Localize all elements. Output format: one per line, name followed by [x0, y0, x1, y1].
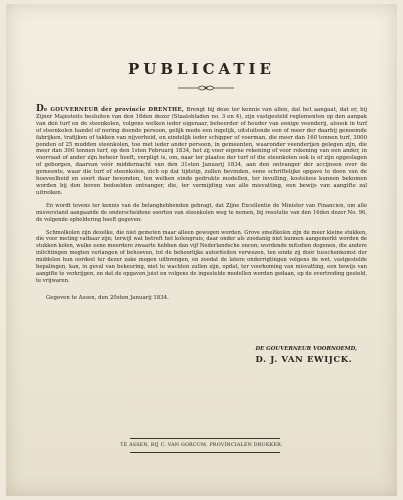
- paragraph-2: En wordt tevens ter kennis van de belanghebbenden gebragt, dat Zijne Excellentie de Minister van Financien, om alle misverstand aangaande de onderscheidene soorten van steenkolen weg te nemen, bij resolutie van den 16den dezer No. 96, de volgende opheldering heeft gegeven:: [36, 202, 367, 223]
- imprint-rule-top: [130, 438, 280, 439]
- ornament-icon: [176, 83, 236, 93]
- document-body: [36, 106, 367, 301]
- paper-sheet: [6, 4, 397, 496]
- signature-name: D. J. VAN EWIJCK.: [255, 355, 353, 365]
- imprint-rule-bottom: [130, 452, 280, 453]
- document-title: PUBLICATIE: [128, 60, 275, 78]
- intro-paragraph: [36, 106, 367, 197]
- signature-label: DE GOUVERNEUR VOORNOEMD,: [255, 346, 357, 352]
- intro-heading: e GOUVERNEUR der provincie DRENTHE,: [43, 107, 185, 113]
- date-line: Gegeven te Assen, den 20sten Januarij 1834.: [46, 294, 169, 301]
- signature-block: [255, 346, 357, 365]
- printer-imprint: TE ASSEN, BIJ C. VAN GORCUM, PROVINCIALEN DRUKKER.: [120, 443, 283, 448]
- intro-text: Brengt bij deze ter kennis van allen, dat het aangaat, dat er, bij Zijner Majesteits besluiten van den 16den dezer (Staatsbladen no. 3 en 4), zijn vastgesteld reglementen op den aanpak van den turf en de steenkolen, volgens welken ieder eigenaar, beheerder of houder van eenige veenderij, alsook in turf of steenkolen handel of nering doende persoon, gelijk mede een ingelijk, uitsluitende een of meer der daarbij genoemde fabrijken, trafijken of takken van nijverheid, en eindelijk ieder schipper of voerman, die meer dan 160 tonnen turf, 3000 ponden of 25 mudden steenkolen, toe met ieder ander persoon, in gemeenten, waaronder veenderijen gelegen zijn, die meer dan 300 tonnen turf, op den 1sten Februarij 1834, het zij voor eigene rekening of voor rekening van een ander, in voorraad of ander zijn beheer heeft, verpligt is, om, naar ter plaatse der turf of die steenkolen ook is of zijn opgeslagen of geborgen, daarvan vóór middernacht van den 31sten Januarij 1834, aan den ontvanger der accijnsen over de gemeente, waar die turf of steenkolen, zich op dat tijdstip, zullen bevinden, eene schriftelijke opgave te doen van de hoeveelheid en soort daar bevonden, ten welken einde gedrukte modellen, ter invulling, kosteloos kunnen bekomen worden bij den boven bedoelden ontvanger, die, ter vermijding van alle misvatting, een bewijs van aangifte zal uitreiken.: [36, 107, 368, 196]
- paragraph-3: Schmolkolen zijn dezelke, die niet gemeten maar alleen gewogen worden. Grove smeltkolen zijn de meer kleine stukken, die voor meting vatbaar zijn; terwijl wat betreft het kolengruis, daar onder als zoodanig niet kunnen aangemerkt worden de stukken kolen, welke eene meerdere zwaarte hebben dan vijf Nederlandsche oncen; wordende mitsdien degenen, die andere inlichtingen mogten verlangen of behoeven, tot de behoorlijke autoriteiten verwezen, ten einde zij door tusschenkomst der middelen hun oordeel ter dezer zake mogen uitbrengen, en zoodat de latere onderrigtingen volgens de wet, vastgestelde bepalingen, kan, in geval van bekeuring, niet te wachten zullen zijn, opdat, ter voorkoming van misvatting, een bewijs van aangifte te verkrijgen, en dat de opgaven juist en volgens de ingestelde modellen worden gedaan, op de overtreding gesteld, te vrijwaren.: [36, 229, 367, 284]
- drop-cap: D: [36, 104, 44, 114]
